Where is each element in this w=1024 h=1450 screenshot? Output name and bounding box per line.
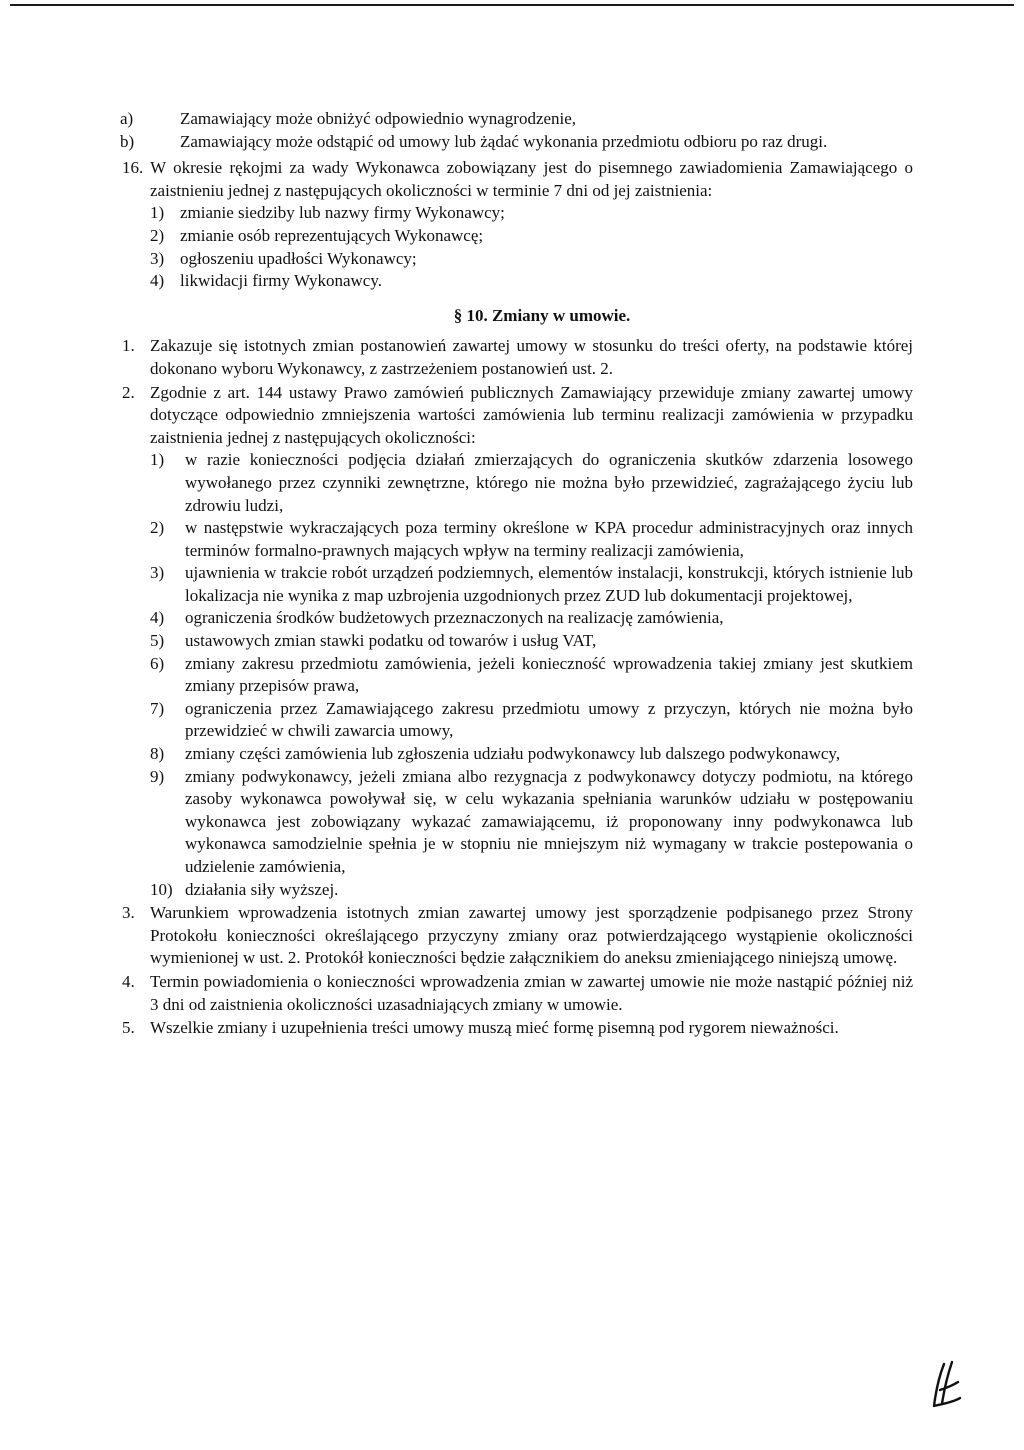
list-item-label: 6) (150, 653, 165, 673)
list-item-label: 8) (150, 744, 165, 764)
section-5-label: 5. (122, 1018, 135, 1038)
list-item-label: 10) (150, 879, 173, 899)
list-item (150, 270, 913, 293)
clause-b (120, 131, 893, 154)
list-item-text: w razie konieczności podjęcia działań zmierzających do ograniczenia skutków zdarzenia losowego wywołanego przez czynniki zewnętrzne, którego nie można było przewidzieć, zagrażającego życiu lub zdrowiu ludzi, (185, 450, 913, 515)
list-item-text: ograniczenia przez Zamawiającego zakresu przedmiotu umowy z przyczyn, których nie można było przewidzieć w chwili zawarcia umowy, (185, 698, 913, 741)
section-3 (122, 902, 913, 970)
initials-signature (930, 1360, 966, 1412)
paragraph-16-label: 16. (122, 158, 144, 178)
clause-b-text: Zamawiający może odstąpić od umowy lub żądać wykonania przedmiotu odbioru po raz drugi. (180, 131, 828, 151)
list-item-text: zmiany zakresu przedmiotu zamówienia, jeżeli konieczność wprowadzenia takiej zmiany jest skutkiem zmiany przepisów prawa, (185, 653, 913, 696)
list-item-label: 4) (150, 271, 165, 291)
list-item-label: 5) (150, 631, 165, 651)
list-item-text: ustawowych zmian stawki podatku od towarów i usług VAT, (185, 631, 597, 651)
section-2 (122, 382, 913, 450)
list-item-text: zmianie osób reprezentujących Wykonawcę; (180, 225, 484, 245)
list-item-text: ograniczenia środków budżetowych przeznaczonych na realizację zamówienia, (185, 608, 724, 628)
section-4-label: 4. (122, 971, 135, 991)
list-item-label: 3) (150, 248, 165, 268)
paragraph-16-list (150, 202, 913, 292)
list-item (150, 607, 913, 630)
list-item (150, 248, 913, 271)
section-1-text: Zakazuje się istotnych zmian postanowień zawartej umowy w stosunku do treści oferty, na podstawie której dokonano wyboru Wykonawcy, z zastrzeżeniem postanowień ust. 2. (150, 336, 913, 378)
section-1 (122, 335, 913, 380)
list-item-label: 7) (150, 698, 165, 718)
list-item-label: 3) (150, 563, 165, 583)
list-item-text: zmiany podwykonawcy, jeżeli zmiana albo rezygnacja z podwykonawcy dotyczy podmiotu, na którego zasoby wykonawca powoływał się, w celu wykazania spełniania warunków udziału w postępowaniu wykonawca jest zobowiązany wykazać zamawiającemu, iż proponowany inny podwykonawca lub wykonawca samodzielnie spełnia je w stopniu nie mniejszym niż wymagany w trakcie postepowania o udzielenie zamówienia, (185, 766, 913, 876)
list-item-text: likwidacji firmy Wykonawcy. (180, 271, 382, 291)
clause-a-text: Zamawiający może obniżyć odpowiednio wynagrodzenie, (180, 109, 577, 128)
list-item-label: 1) (150, 450, 165, 470)
list-item (150, 630, 913, 653)
list-item-label: 2) (150, 225, 165, 245)
list-item-text: zmiany części zamówienia lub zgłoszenia udziału podwykonawcy lub dalszego podwykonawcy, (185, 744, 841, 764)
section-3-label: 3. (122, 903, 135, 923)
list-item-label: 1) (150, 203, 165, 223)
section-2-label: 2. (122, 382, 135, 402)
list-item-label: 9) (150, 766, 165, 786)
list-item (150, 698, 913, 743)
list-item (150, 766, 913, 879)
list-item-label: 2) (150, 518, 165, 538)
section-1-label: 1. (122, 336, 135, 356)
list-item (150, 225, 913, 248)
paragraph-16 (122, 157, 913, 202)
section-4 (122, 971, 913, 1016)
section-2-text: Zgodnie z art. 144 ustawy Prawo zamówień publicznych Zamawiający przewiduje zmiany zawartej umowy dotyczące odpowiednio zmniejszenia wartości zamówienia lub terminu realizacji zamówienia w przypadku zaistnienia jednej z następujących okoliczności: (150, 382, 913, 447)
section-5-text: Wszelkie zmiany i uzupełnienia treści umowy muszą mieć formę pisemną pod rygorem nieważności. (150, 1018, 839, 1038)
clause-b-label: b) (120, 131, 135, 151)
clause-a-label: a) (120, 109, 134, 128)
list-item-text: w następstwie wykraczających poza terminy określone w KPA procedur administracyjnych oraz innych terminów formalno-prawnych mających wpływ na terminy realizacji zamówienia, (185, 518, 913, 560)
section-5 (122, 1017, 913, 1040)
list-item (150, 449, 913, 517)
clause-a (120, 108, 893, 131)
scan-top-edge (10, 4, 1014, 6)
list-item (150, 562, 913, 607)
list-item (150, 202, 913, 225)
list-item (150, 879, 913, 902)
document-page (0, 108, 1024, 1040)
list-item (150, 517, 913, 562)
list-item-text: ogłoszeniu upadłości Wykonawcy; (180, 248, 417, 268)
list-item-text: działania siły wyższej. (185, 879, 339, 899)
list-item (150, 743, 913, 766)
list-item-text: zmianie siedziby lub nazwy firmy Wykonawcy; (180, 203, 505, 223)
section-heading: § 10. Zmiany w umowie. (453, 305, 631, 325)
list-item (150, 653, 913, 698)
list-item-label: 4) (150, 608, 165, 628)
section-4-text: Termin powiadomienia o konieczności wprowadzenia zmian w zawartej umowie nie może nastąpić później niż 3 dni od zaistnienia okoliczności uzasadniających zmiany w umowie. (150, 971, 913, 1014)
list-item-text: ujawnienia w trakcie robót urządzeń podziemnych, elementów instalacji, konstrukcji, których istnienie lub lokalizacja nie wynika z map uzbrojenia uzgodnionych przez ZUD lub dokumentacji projektowej, (185, 563, 913, 605)
section-3-text: Warunkiem wprowadzenia istotnych zmian zawartej umowy jest sporządzenie podpisanego przez Strony Protokołu konieczności określającego przyczyny zmiany oraz potwierdzającego wystąpienie okoliczności wymienionej w ust. 2. Protokół konieczności będzie załącznikiem do aneksu zmieniającego niniejszą umowę. (150, 903, 913, 968)
paragraph-16-text: W okresie rękojmi za wady Wykonawca zobowiązany jest do pisemnego zawiadomienia Zamawiającego o zaistnieniu jednej z następujących okoliczności w terminie 7 dni od jej zaistnienia: (150, 158, 913, 200)
